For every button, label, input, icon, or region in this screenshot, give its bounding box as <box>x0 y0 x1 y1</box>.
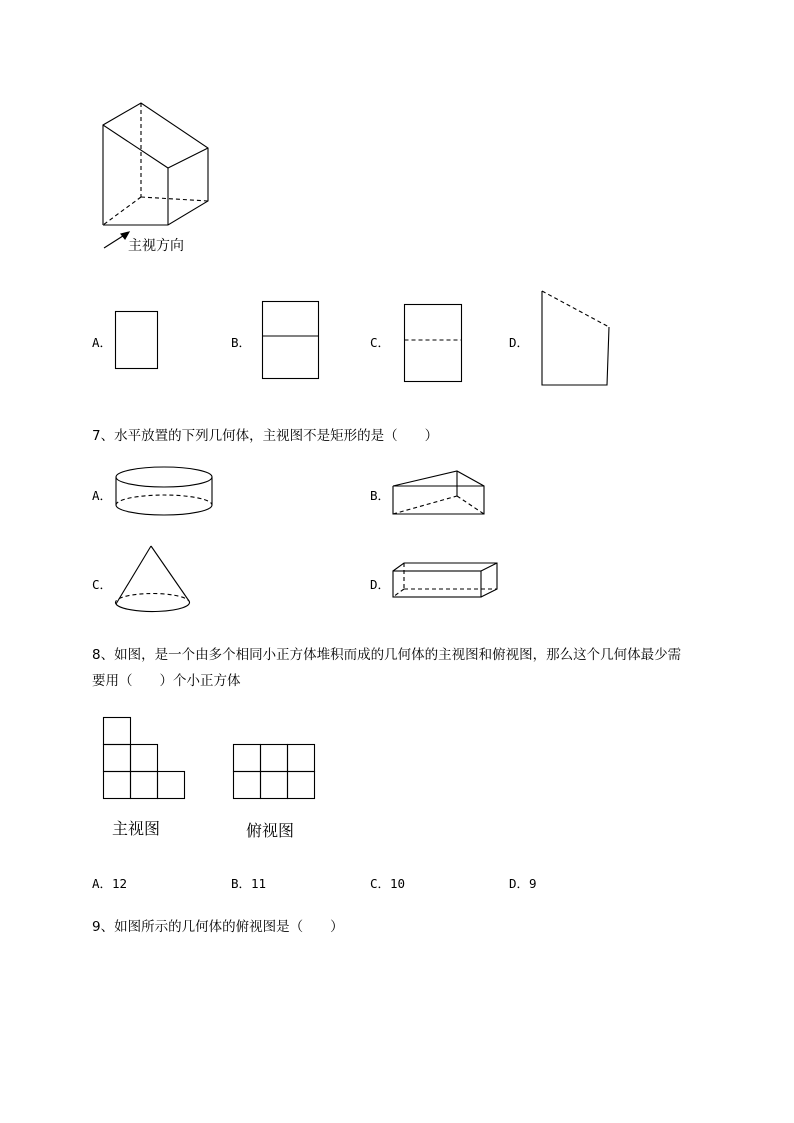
view-direction-arrow <box>102 228 130 250</box>
triangular-prism-figure[interactable] <box>390 468 488 518</box>
q7-option-c-letter[interactable]: C． <box>92 577 113 592</box>
q6-option-b-figure[interactable] <box>262 301 320 381</box>
q8-option-c-letter: C． <box>370 876 391 891</box>
q6-option-c-letter[interactable]: C． <box>370 335 391 350</box>
top-view-caption: 俯视图 <box>246 821 295 840</box>
view-direction-label: 主视方向 <box>128 238 184 254</box>
q6-option-c-figure[interactable] <box>404 304 464 384</box>
q8-option-d[interactable] <box>509 874 537 892</box>
q9-text: 9、如图所示的几何体的俯视图是（ ） <box>92 919 344 935</box>
q7-option-b-letter[interactable]: B． <box>370 488 391 503</box>
rectangular-prism-figure[interactable] <box>390 561 502 601</box>
cone-figure[interactable] <box>113 544 195 616</box>
q8-option-b-value: 11 <box>251 876 267 891</box>
q6-option-a-letter[interactable]: A． <box>92 335 113 350</box>
q8-option-a-value: 12 <box>112 876 128 891</box>
q8-option-a[interactable] <box>92 874 127 892</box>
q7-option-a-letter[interactable]: A． <box>92 488 113 503</box>
cylinder-figure[interactable] <box>114 465 216 520</box>
q8-text-line2: 要用（ ）个小正方体 <box>92 673 241 689</box>
q8-option-d-value: 9 <box>529 876 537 891</box>
q8-option-b[interactable] <box>231 874 266 892</box>
q7-option-d-letter[interactable]: D． <box>370 577 391 592</box>
front-view-grid <box>103 717 187 803</box>
q6-option-b-letter[interactable]: B． <box>231 335 252 350</box>
q8-option-c[interactable] <box>370 874 405 892</box>
q6-option-d-figure[interactable] <box>540 289 612 389</box>
q8-option-d-letter: D． <box>509 876 530 891</box>
q8-text-line1: 8、如图，是一个由多个相同小正方体堆积而成的几何体的主视图和俯视图，那么这个几何体最少需 <box>92 647 682 663</box>
top-view-grid <box>233 744 317 801</box>
q6-option-a-figure[interactable] <box>115 311 159 371</box>
q6-option-d-letter[interactable]: D． <box>509 335 530 350</box>
q8-option-b-letter: B． <box>231 876 252 891</box>
front-view-caption: 主视图 <box>112 819 161 838</box>
q8-option-c-value: 10 <box>390 876 406 891</box>
q8-option-a-letter: A． <box>92 876 113 891</box>
q7-text: 7、水平放置的下列几何体，主视图不是矩形的是（ ） <box>92 428 439 444</box>
